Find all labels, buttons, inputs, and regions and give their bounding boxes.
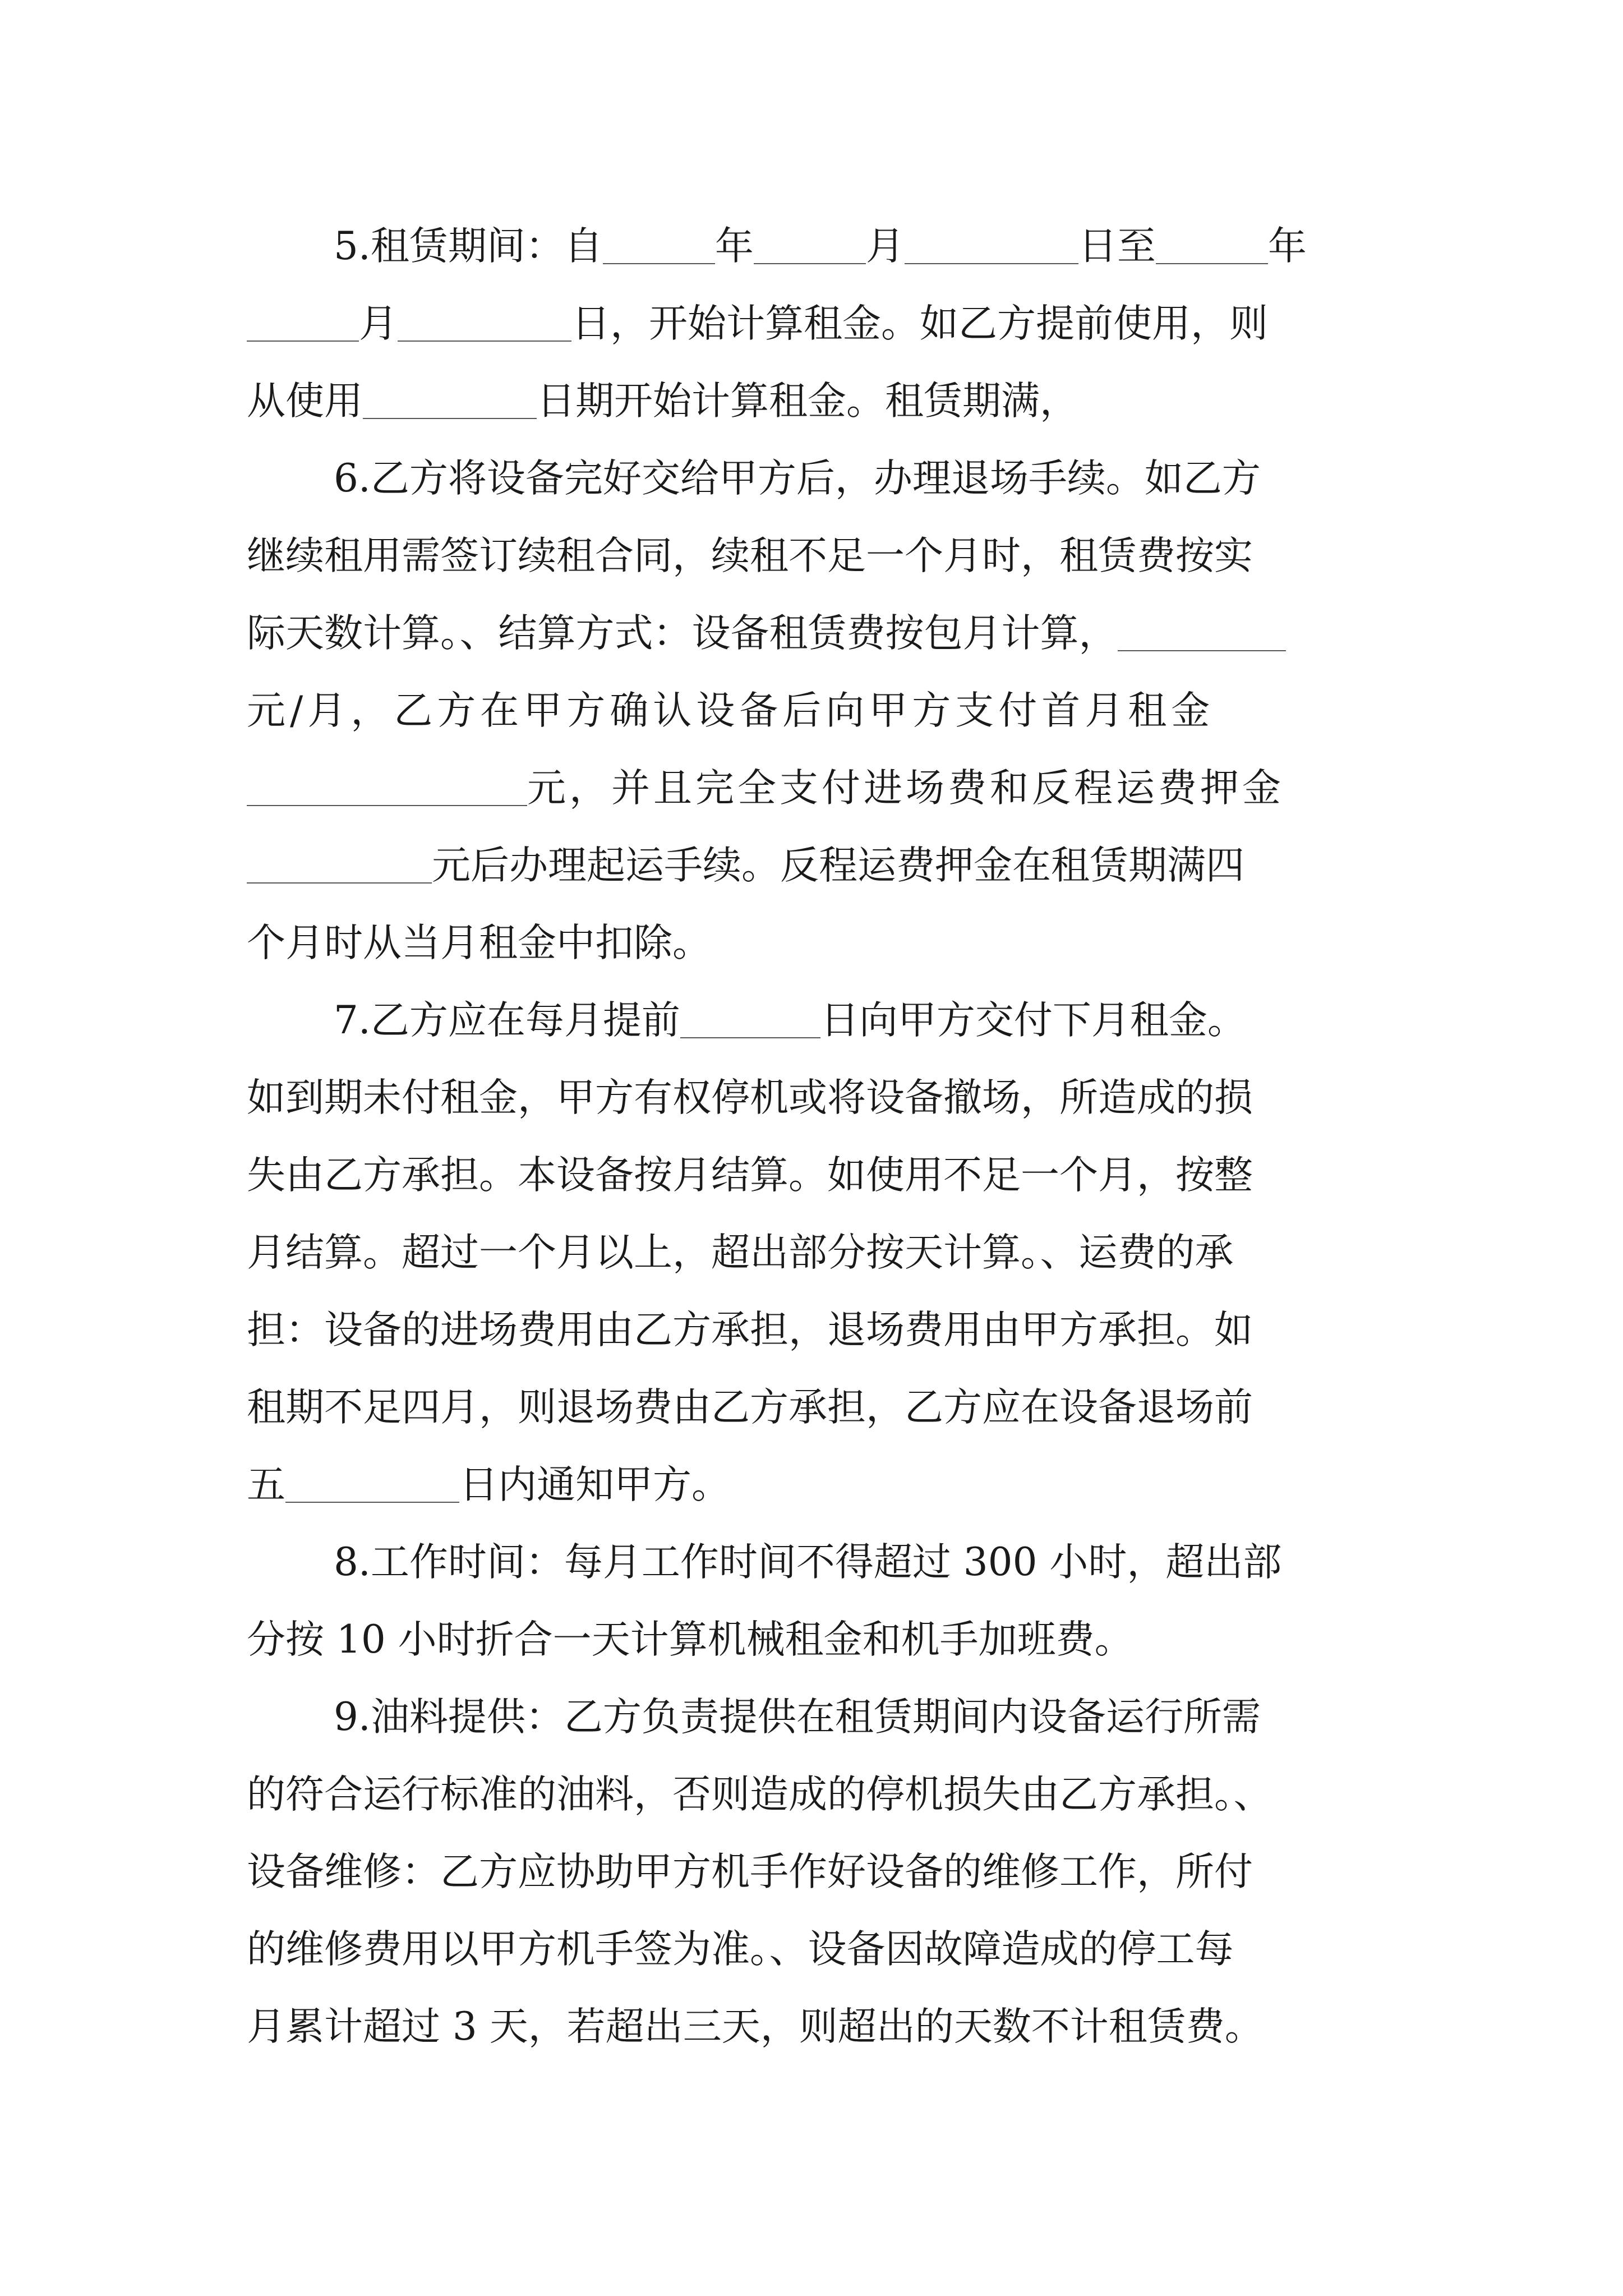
contract-text (247, 208, 1385, 2065)
text-segment: 月 (359, 301, 398, 346)
text-segment: 日至 (1078, 224, 1156, 269)
text-segment: 月 (865, 224, 905, 269)
p6-line-2: 继续租用需签订续租合同，续租不足一个月时，租赁费按实 (247, 533, 1253, 578)
text-segment: 日，开始计算租金。如乙方提前使用，则 (571, 301, 1268, 346)
fill-in-blank (398, 341, 571, 342)
fill-in-blank (1118, 650, 1286, 651)
p7-line-2: 如到期未付租金，甲方有权停机或将设备撤场，所造成的损 (247, 1075, 1253, 1120)
p8-line-1: 8.工作时间：每月工作时间不得超过 300 小时，超出部 (334, 1540, 1282, 1585)
fill-in-blank (247, 805, 527, 806)
p6-line-4: 元/月，乙方在甲方确认设备后向甲方支付首月租金 (247, 688, 1215, 733)
fill-in-blank (905, 263, 1078, 264)
fill-in-blank (285, 1502, 459, 1503)
fill-in-blank (363, 418, 537, 419)
text-segment: 年 (1267, 224, 1307, 269)
p9-line-4: 的维修费用以甲方机手签为准。、设备因故障造成的停工每 (247, 1927, 1234, 1972)
p7-line-5: 担：设备的进场费用由乙方承担，退场费用由甲方承担。如 (247, 1308, 1253, 1352)
p5-line-2 (247, 285, 1385, 362)
text-segment: 元，并且完全支付进场费和反程运费押金 (527, 766, 1284, 811)
p6-line-3 (247, 595, 1385, 672)
fill-in-blank (680, 1037, 820, 1038)
p7-line-6: 租期不足四月，则退场费由乙方承担，乙方应在设备退场前 (247, 1385, 1253, 1430)
p9-line-3: 设备维修：乙方应协助甲方机手作好设备的维修工作，所付 (247, 1849, 1253, 1894)
p7-line-1 (247, 982, 1385, 1059)
p6-line-6 (247, 827, 1385, 904)
text-segment: 从使用 (247, 379, 363, 424)
fill-in-blank (247, 341, 359, 342)
p6-line-5 (247, 749, 1385, 827)
p9-line-2: 的符合运行标准的油料，否则造成的停机损失由乙方承担。、 (247, 1772, 1272, 1817)
text-segment: 年 (714, 224, 754, 269)
text-segment: 日向甲方交付下月租金。 (820, 998, 1246, 1043)
p6-line-7: 个月时从当月租金中扣除。 (247, 921, 711, 965)
p9-line-1: 9.油料提供：乙方负责提供在租赁期间内设备运行所需 (334, 1695, 1261, 1740)
text-segment: 5.租赁期间：自 (334, 224, 603, 269)
fill-in-blank (1156, 263, 1268, 264)
fill-in-blank (247, 882, 432, 884)
p5-line-3 (247, 362, 1385, 440)
p5-line-1 (247, 208, 1385, 285)
p8-line-2: 分按 10 小时折合一天计算机械租金和机手加班费。 (247, 1617, 1133, 1662)
text-segment: 际天数计算。、结算方式：设备租赁费按包月计算， (247, 611, 1118, 656)
p7-line-3: 失由乙方承担。本设备按月结算。如使用不足一个月，按整 (247, 1153, 1253, 1198)
text-segment: 日期开始计算租金。租赁期满， (537, 379, 1078, 424)
p7-line-4: 月结算。超过一个月以上，超出部分按天计算。、运费的承 (247, 1230, 1234, 1275)
text-segment: 日内通知甲方。 (459, 1462, 730, 1507)
p6-line-1: 6.乙方将设备完好交给甲方后，办理退场手续。如乙方 (334, 456, 1261, 501)
fill-in-blank (754, 263, 866, 264)
text-segment: 7.乙方应在每月提前 (334, 998, 680, 1043)
text-segment: 元后办理起运手续。反程运费押金在租赁期满四 (432, 843, 1244, 888)
text-segment: 五 (247, 1462, 285, 1507)
p7-line-7 (247, 1446, 1385, 1524)
fill-in-blank (603, 263, 715, 264)
p9-line-5: 月累计超过 3 天，若超出三天，则超出的天数不计租赁费。 (247, 2004, 1264, 2049)
